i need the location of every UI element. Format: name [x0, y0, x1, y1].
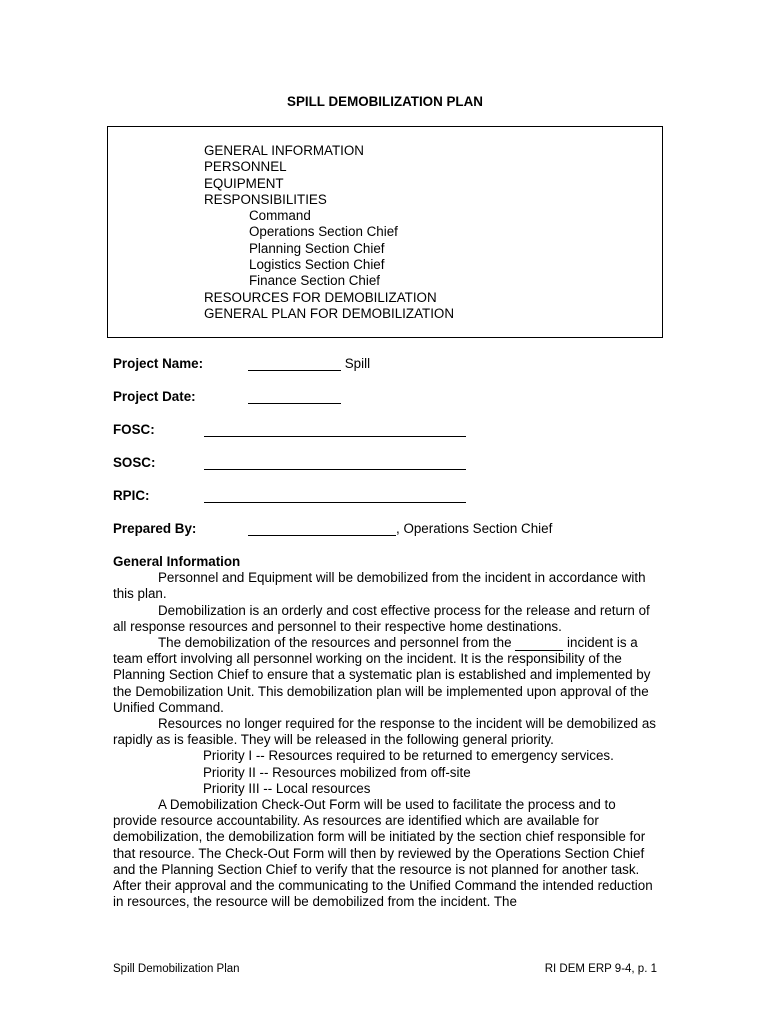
- project-date-row: [248, 389, 341, 404]
- toc-item: RESPONSIBILITIES: [204, 191, 327, 207]
- paragraph: [113, 635, 658, 716]
- paragraph-text: incident is a team effort involving all personnel working on the incident. It is the responsibility of the Planning Section Chief to ensure that a systematic plan is established and implemented by the Demobilization Unit. This demobilization plan will be implemented upon approval of the Unified Command.: [113, 635, 651, 715]
- rpic-label: RPIC:: [113, 488, 150, 503]
- sosc-blank[interactable]: [204, 455, 466, 470]
- sosc-label: SOSC:: [113, 455, 156, 470]
- incident-blank[interactable]: [515, 638, 563, 651]
- toc-subitem: Finance Section Chief: [249, 273, 381, 289]
- priority-item: Priority II -- Resources mobilized from off-site: [203, 764, 471, 780]
- project-date-blank[interactable]: [248, 389, 341, 404]
- paragraph: Personnel and Equipment will be demobilized from the incident in accordance with this plan.: [113, 570, 646, 602]
- toc-item: EQUIPMENT: [204, 175, 284, 191]
- prepared-by-blank[interactable]: [248, 521, 396, 536]
- priority-item: Priority III -- Local resources: [203, 780, 371, 796]
- toc-subitem: Planning Section Chief: [249, 240, 385, 256]
- toc-subitem: Command: [249, 208, 311, 224]
- rpic-row: [204, 488, 466, 503]
- project-name-suffix: Spill: [344, 356, 371, 371]
- rpic-blank[interactable]: [204, 488, 466, 503]
- page-title: SPILL DEMOBILIZATION PLAN: [287, 94, 483, 109]
- footer-right: RI DEM ERP 9-4, p. 1: [544, 963, 657, 975]
- prepared-by-suffix: , Operations Section Chief: [396, 521, 553, 536]
- sosc-row: [204, 455, 466, 470]
- footer-left: Spill Demobilization Plan: [113, 963, 240, 975]
- fosc-label: FOSC:: [113, 422, 155, 437]
- prepared-by-row: [248, 521, 552, 536]
- project-name-label: Project Name:: [113, 356, 204, 371]
- fosc-blank[interactable]: [204, 422, 466, 437]
- project-date-label: Project Date:: [113, 389, 196, 404]
- general-information-section: [113, 554, 658, 910]
- project-name-row: [248, 356, 370, 371]
- prepared-by-label: Prepared By:: [113, 521, 197, 536]
- paragraph: A Demobilization Check-Out Form will be used to facilitate the process and to provide resource accountability. As resources are identified which are available for demobilization, the demobilization form will be initiated by the section chief responsible for that resource. The Check-Out Form will then by reviewed by the Operations Section Chief and the Planning Section Chief to verify that the resource is not planned for another task. After their approval and the communicating to the Unified Command the intended reduction in resources, the resource will be demobilized from the incident. The: [113, 797, 653, 910]
- toc-item: GENERAL PLAN FOR DEMOBILIZATION: [204, 305, 455, 321]
- paragraph: Demobilization is an orderly and cost effective process for the release and return of all response resources and personnel to their respective home destinations.: [113, 602, 650, 634]
- contents-list: [204, 143, 454, 322]
- paragraph: Resources no longer required for the response to the incident will be demobilized as rapidly as is feasible. They will be released in the following general priority.: [113, 716, 656, 748]
- toc-subitem: Operations Section Chief: [249, 224, 398, 240]
- toc-item: RESOURCES FOR DEMOBILIZATION: [204, 289, 437, 305]
- paragraph-text: The demobilization of the resources and personnel from the: [158, 635, 512, 651]
- priority-item: Priority I -- Resources required to be returned to emergency services.: [203, 748, 614, 764]
- toc-item: GENERAL INFORMATION: [204, 143, 364, 158]
- toc-item: PERSONNEL: [204, 159, 287, 175]
- project-name-blank[interactable]: [248, 356, 341, 371]
- fosc-row: [204, 422, 466, 437]
- section-heading: General Information: [113, 554, 241, 569]
- toc-subitem: Logistics Section Chief: [249, 257, 385, 273]
